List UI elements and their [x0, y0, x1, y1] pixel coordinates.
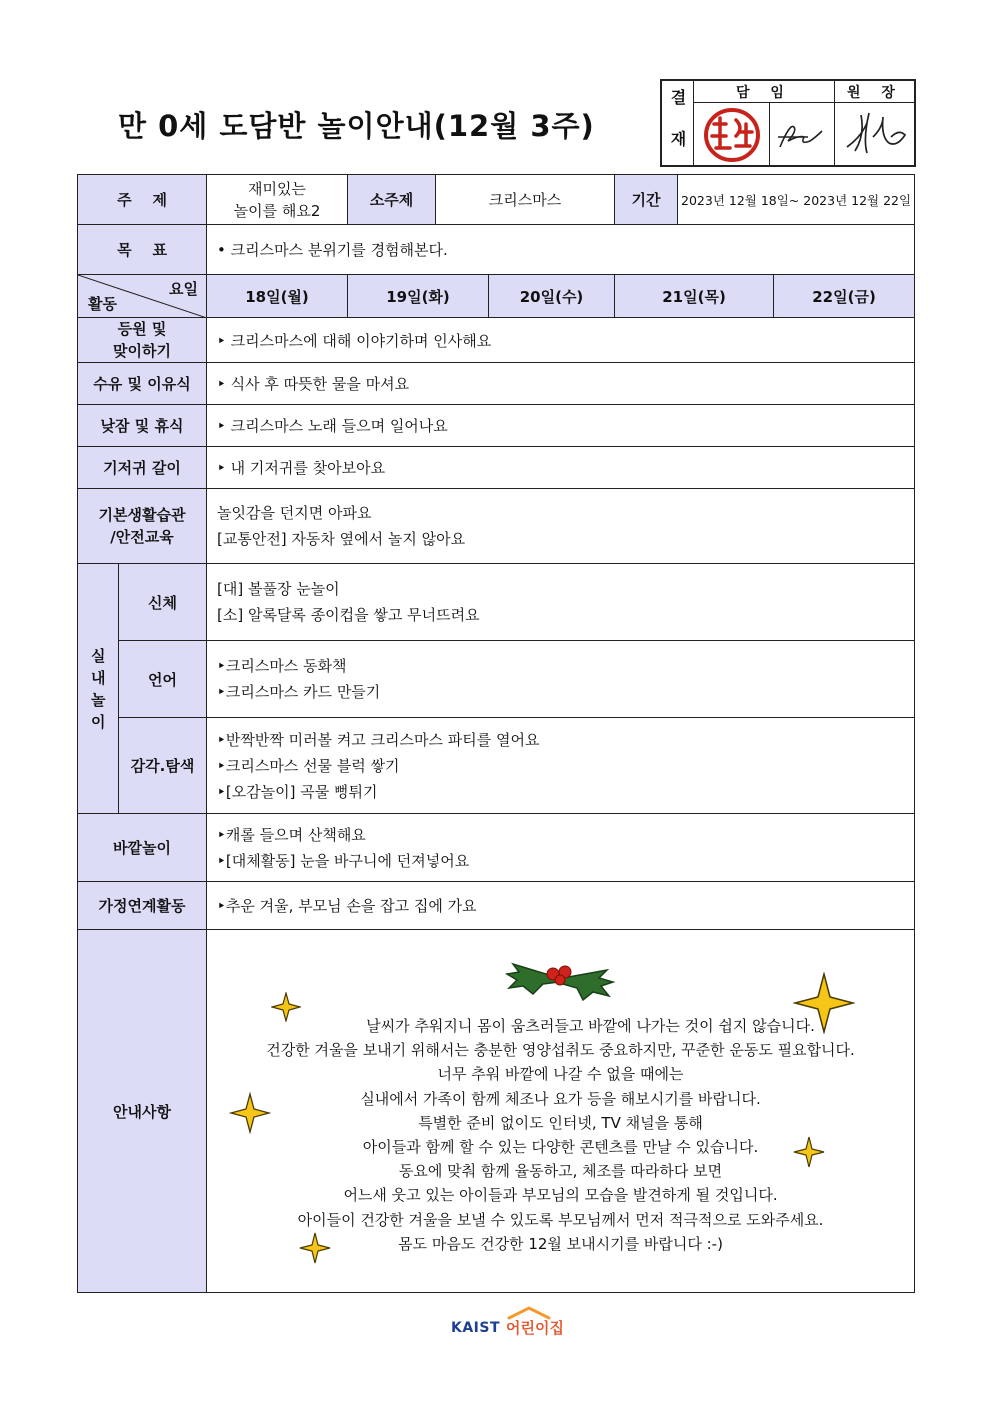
feeding-label: 수유 및 이유식 — [78, 363, 207, 405]
notice-line: 너무 추워 바깥에 나갈 수 없을 때에는 — [437, 1065, 684, 1084]
home-label: 가정연계활동 — [78, 882, 207, 930]
theme-value: 놀이를 해요2 — [233, 201, 321, 220]
arrival-label: 등원 및 — [117, 320, 167, 338]
habit-label: 기본생활습관 — [98, 506, 186, 524]
feeding-value: ‣ 식사 후 따뜻한 물을 마셔요 — [207, 363, 915, 405]
notice-text — [207, 1014, 914, 1256]
nap-label: 낮잠 및 휴식 — [78, 405, 207, 447]
sensory-value: ‣반짝반짝 미러볼 켜고 크리스마스 파티를 열어요 — [217, 730, 540, 749]
notice-line: 날씨가 추워지니 몸이 움츠러들고 바깥에 나가는 것이 쉽지 않습니다. — [366, 1017, 815, 1035]
approval-box — [660, 79, 916, 167]
holly-icon — [503, 952, 619, 1004]
goal-label: 목 표 — [78, 225, 207, 275]
notice-line: 어느새 웃고 있는 아이들과 부모님의 모습을 발견하게 될 것입니다. — [343, 1186, 778, 1205]
sensory-value: ‣크리스마스 선물 블럭 쌓기 — [217, 756, 400, 775]
physical-value: [소] 알록달록 종이컵을 쌓고 무너뜨려요 — [217, 606, 480, 624]
nap-value: ‣ 크리스마스 노래 들으며 일어나요 — [207, 405, 915, 447]
home-value: ‣추운 겨울, 부모님 손을 잡고 집에 가요 — [207, 882, 915, 930]
director-label: 원 장 — [834, 81, 916, 103]
outdoor-value: ‣캐롤 들으며 산책해요 — [217, 825, 366, 844]
kaist-daycare-logo — [451, 1306, 576, 1340]
habit-label: /안전교육 — [110, 528, 174, 546]
logo-daycare: 어린이집 — [506, 1319, 564, 1337]
teacher-signature-icon — [769, 103, 834, 167]
indoor-label-text: 실 내 놀 이 — [91, 646, 106, 731]
day-header: 22일(금) — [774, 275, 915, 318]
director-signature-icon — [834, 103, 916, 167]
notice-line: 동요에 맞춰 함께 율동하고, 체조를 따라하다 보면 — [398, 1162, 723, 1181]
day-header: 20일(수) — [489, 275, 615, 318]
period-label: 기간 — [615, 175, 678, 225]
notice-line: 건강한 겨울을 보내기 위해서는 충분한 영양섭취도 중요하지만, 꾸준한 운동도 필요합니다. — [266, 1041, 855, 1060]
goal-value: • 크리스마스 분위기를 경험해본다. — [207, 225, 915, 275]
language-value: ‣크리스마스 동화책 — [217, 657, 347, 675]
teacher-seal-icon — [694, 103, 769, 167]
outdoor-value: ‣[대체활동] 눈을 바구니에 던져넣어요 — [217, 851, 470, 870]
day-header: 21일(목) — [615, 275, 774, 318]
diaper-label: 기저귀 갈이 — [78, 447, 207, 489]
period-value: 2023년 12월 18일~ 2023년 12월 22일 — [678, 175, 915, 225]
diaper-value: ‣ 내 기저귀를 찾아보아요 — [207, 447, 915, 489]
day-header: 18일(월) — [207, 275, 348, 318]
day-label: 요일 — [169, 280, 198, 298]
language-label: 언어 — [119, 641, 207, 718]
arrival-label: 맞이하기 — [113, 342, 171, 360]
logo-kaist: KAIST — [451, 1320, 501, 1336]
teacher-label: 담 임 — [694, 81, 834, 103]
approval-side-label: 결 재 — [662, 81, 694, 165]
notice-panel — [207, 930, 914, 1292]
outdoor-label: 바깥놀이 — [78, 814, 207, 882]
habit-value: 놀잇감을 던지면 아파요 — [217, 504, 372, 522]
subtheme-label: 소주제 — [348, 175, 436, 225]
theme-label: 주 제 — [78, 175, 207, 225]
play-plan-table — [77, 174, 915, 1293]
day-header: 19일(화) — [348, 275, 489, 318]
physical-value: [대] 볼풀장 눈놀이 — [217, 580, 340, 598]
sensory-label: 감각.탐색 — [119, 718, 207, 814]
day-activity-header — [78, 275, 207, 318]
notice-label: 안내사항 — [78, 930, 207, 1293]
habit-value: [교통안전] 자동차 옆에서 놀지 않아요 — [217, 530, 466, 548]
arrival-value: ‣ 크리스마스에 대해 이야기하며 인사해요 — [207, 318, 915, 363]
notice-line: 특별한 준비 없이도 인터넷, TV 채널을 통해 — [418, 1113, 703, 1132]
indoor-label — [78, 564, 119, 814]
physical-label: 신체 — [119, 564, 207, 641]
subtheme-value: 크리스마스 — [436, 175, 615, 225]
activity-label: 활동 — [88, 295, 117, 313]
sensory-value: ‣[오감놀이] 곡물 뻥튀기 — [217, 782, 378, 801]
language-value: ‣크리스마스 카드 만들기 — [217, 683, 381, 701]
notice-line: 실내에서 가족이 함께 체조나 요가 등을 해보시기를 바랍니다. — [360, 1089, 761, 1108]
theme-value: 재미있는 — [248, 179, 306, 198]
notice-line: 몸도 마음도 건강한 12월 보내시기를 바랍니다 :-) — [398, 1234, 723, 1253]
page-title: 만 0세 도담반 놀이안내(12월 3주) — [118, 109, 595, 143]
notice-line: 아이들과 함께 할 수 있는 다양한 콘텐츠를 만날 수 있습니다. — [362, 1138, 759, 1157]
notice-line: 아이들이 건강한 겨울을 보낼 수 있도록 부모님께서 먼저 적극적으로 도와주세요. — [297, 1210, 824, 1229]
